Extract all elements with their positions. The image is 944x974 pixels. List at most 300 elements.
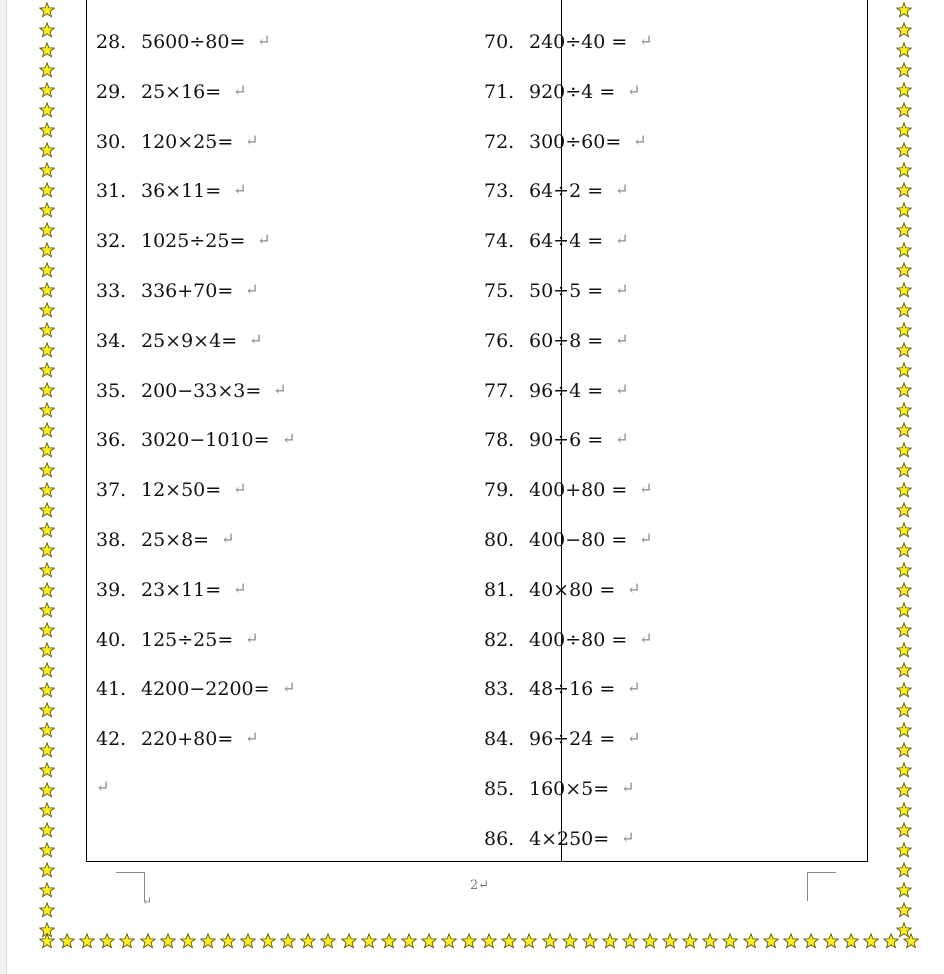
star-icon bbox=[896, 422, 912, 438]
exercise-item bbox=[87, 379, 457, 403]
star-icon bbox=[896, 682, 912, 698]
paragraph-mark: ↵ bbox=[257, 31, 271, 50]
star-icon bbox=[421, 933, 437, 949]
exercise-item bbox=[87, 80, 457, 104]
exercise-table bbox=[86, 0, 868, 862]
item-expression: 4200−2200= bbox=[141, 678, 270, 701]
paragraph-mark: ↵ bbox=[273, 379, 287, 399]
exercise-item bbox=[475, 677, 845, 701]
item-expression: 64÷4 = bbox=[529, 230, 604, 253]
item-expression: 36×11= bbox=[141, 180, 222, 203]
paragraph-mark: ↵ bbox=[615, 429, 629, 449]
star-icon bbox=[896, 482, 912, 498]
star-icon bbox=[300, 933, 316, 949]
star-icon bbox=[896, 542, 912, 558]
star-icon bbox=[896, 142, 912, 158]
star-icon bbox=[896, 322, 912, 338]
exercise-item bbox=[475, 329, 845, 353]
star-icon bbox=[39, 322, 55, 338]
star-icon bbox=[896, 242, 912, 258]
exercise-item bbox=[87, 777, 457, 801]
paragraph-mark: ↵ bbox=[245, 628, 259, 648]
star-icon bbox=[39, 182, 55, 198]
exercise-item bbox=[475, 777, 845, 801]
star-icon bbox=[39, 122, 55, 138]
star-icon bbox=[896, 462, 912, 478]
star-icon bbox=[39, 562, 55, 578]
item-expression: 12×50= bbox=[141, 479, 222, 502]
item-expression: 920÷4 = bbox=[529, 80, 616, 103]
exercise-item bbox=[475, 279, 845, 303]
star-icon bbox=[896, 402, 912, 418]
paragraph-mark: ↵ bbox=[627, 80, 641, 100]
star-icon bbox=[702, 933, 718, 949]
exercise-item bbox=[87, 179, 457, 203]
item-number: 81. bbox=[484, 578, 515, 601]
star-icon bbox=[461, 933, 477, 949]
paragraph-mark-wrap bbox=[621, 130, 646, 155]
item-number: 35. bbox=[96, 379, 127, 402]
star-icon bbox=[783, 933, 799, 949]
star-icon bbox=[501, 933, 517, 949]
item-expression: 25×8= bbox=[141, 529, 210, 551]
star-icon bbox=[39, 482, 55, 498]
star-icon bbox=[39, 642, 55, 658]
star-icon bbox=[662, 933, 678, 949]
paragraph-mark-wrap bbox=[261, 379, 286, 404]
star-icon bbox=[39, 62, 55, 78]
star-icon bbox=[896, 702, 912, 718]
paragraph-mark: ↵ bbox=[257, 230, 271, 250]
star-icon bbox=[642, 933, 658, 949]
star-icon bbox=[39, 422, 55, 438]
paragraph-mark: ↵ bbox=[615, 379, 629, 399]
star-icon bbox=[896, 182, 912, 198]
star-icon bbox=[39, 802, 55, 818]
crop-paragraph-mark: ↵ bbox=[142, 894, 153, 908]
paragraph-mark-wrap bbox=[603, 229, 628, 254]
exercise-item bbox=[475, 379, 845, 403]
item-number: 83. bbox=[484, 678, 515, 701]
item-expression: 200−33×3= bbox=[141, 379, 262, 402]
exercise-item bbox=[475, 130, 845, 154]
item-expression: 40×80 = bbox=[529, 578, 616, 601]
paragraph-mark-wrap bbox=[615, 80, 640, 105]
star-icon bbox=[896, 502, 912, 518]
star-icon bbox=[896, 782, 912, 798]
paragraph-mark-wrap bbox=[609, 777, 634, 802]
star-icon bbox=[896, 302, 912, 318]
star-icon bbox=[896, 522, 912, 538]
star-icon bbox=[39, 82, 55, 98]
star-icon bbox=[220, 933, 236, 949]
exercise-item bbox=[475, 628, 845, 652]
paragraph-mark-wrap bbox=[615, 578, 640, 603]
star-icon bbox=[260, 933, 276, 949]
paragraph-mark-wrap bbox=[221, 578, 246, 603]
star-icon bbox=[481, 933, 497, 949]
item-number: 42. bbox=[96, 728, 127, 751]
star-icon bbox=[39, 162, 55, 178]
item-expression: 300÷60= bbox=[529, 130, 622, 153]
star-icon bbox=[180, 933, 196, 949]
item-number: 40. bbox=[96, 628, 127, 651]
star-icon bbox=[896, 662, 912, 678]
paragraph-mark-wrap bbox=[221, 179, 246, 204]
paragraph-mark-wrap bbox=[603, 179, 628, 204]
star-icon bbox=[99, 933, 115, 949]
exercise-item bbox=[475, 428, 845, 452]
star-icon bbox=[823, 933, 839, 949]
star-icon bbox=[896, 102, 912, 118]
star-icon bbox=[320, 933, 336, 949]
item-expression: 125÷25= bbox=[141, 628, 234, 651]
star-icon bbox=[39, 362, 55, 378]
paragraph-mark: ↵ bbox=[621, 827, 635, 847]
star-icon bbox=[896, 802, 912, 818]
crop-mark-right bbox=[807, 872, 836, 901]
item-number: 76. bbox=[484, 329, 515, 352]
exercise-item bbox=[475, 528, 845, 552]
star-icon bbox=[39, 522, 55, 538]
star-icon bbox=[896, 362, 912, 378]
item-expression: 64÷2 = bbox=[529, 180, 604, 203]
exercise-item bbox=[87, 229, 457, 253]
item-number: 32. bbox=[96, 230, 127, 253]
paragraph-mark-wrap bbox=[627, 628, 652, 653]
exercise-item bbox=[475, 827, 845, 851]
item-expression: 400+80 = bbox=[529, 479, 628, 502]
item-number: 79. bbox=[484, 479, 515, 502]
star-icon bbox=[896, 602, 912, 618]
star-icon bbox=[896, 122, 912, 138]
item-expression: 23×11= bbox=[141, 578, 222, 601]
star-icon bbox=[896, 382, 912, 398]
star-icon bbox=[896, 222, 912, 238]
star-icon bbox=[896, 162, 912, 178]
paragraph-mark: ↵ bbox=[96, 777, 110, 796]
star-icon bbox=[341, 933, 357, 949]
paragraph-mark-wrap bbox=[245, 30, 270, 55]
exercise-item bbox=[87, 329, 457, 353]
exercise-item bbox=[475, 229, 845, 253]
item-number: 70. bbox=[484, 31, 515, 53]
star-icon bbox=[160, 933, 176, 949]
item-number: 75. bbox=[484, 280, 515, 302]
star-icon bbox=[39, 842, 55, 858]
paragraph-mark: ↵ bbox=[221, 529, 235, 548]
star-icon bbox=[602, 933, 618, 949]
item-number: 84. bbox=[484, 728, 515, 751]
exercise-item bbox=[475, 478, 845, 502]
paragraph-mark: ↵ bbox=[233, 80, 247, 100]
paragraph-mark: ↵ bbox=[233, 479, 247, 499]
paragraph-mark-wrap bbox=[221, 80, 246, 105]
star-icon bbox=[521, 933, 537, 949]
paragraph-mark: ↵ bbox=[245, 130, 259, 150]
paragraph-mark-wrap bbox=[270, 428, 295, 453]
item-expression: 3020−1010= bbox=[141, 429, 270, 452]
paragraph-mark-wrap bbox=[627, 478, 652, 503]
star-icon bbox=[763, 933, 779, 949]
paragraph-mark-wrap bbox=[609, 827, 634, 852]
star-icon bbox=[39, 822, 55, 838]
star-icon bbox=[39, 42, 55, 58]
item-expression: 50÷5 = bbox=[529, 280, 604, 302]
item-number: 71. bbox=[484, 80, 515, 103]
star-icon bbox=[39, 382, 55, 398]
star-icon bbox=[39, 442, 55, 458]
item-number: 29. bbox=[96, 80, 127, 103]
paragraph-mark-wrap bbox=[237, 329, 262, 354]
star-icon bbox=[622, 933, 638, 949]
star-icon bbox=[39, 142, 55, 158]
paragraph-mark-wrap bbox=[603, 279, 628, 304]
paragraph-mark: ↵ bbox=[615, 230, 629, 250]
star-icon bbox=[39, 102, 55, 118]
star-icon bbox=[896, 342, 912, 358]
paragraph-mark: ↵ bbox=[639, 479, 653, 499]
paragraph-mark-wrap bbox=[221, 478, 246, 503]
star-icon bbox=[79, 933, 95, 949]
paragraph-mark: ↵ bbox=[615, 180, 629, 200]
star-icon bbox=[39, 22, 55, 38]
star-icon bbox=[39, 302, 55, 318]
star-icon bbox=[896, 2, 912, 18]
exercise-item bbox=[87, 578, 457, 602]
star-icon bbox=[803, 933, 819, 949]
star-icon bbox=[39, 622, 55, 638]
paragraph-mark: ↵ bbox=[245, 728, 259, 748]
star-icon bbox=[381, 933, 397, 949]
star-icon bbox=[39, 782, 55, 798]
paragraph-mark: ↵ bbox=[282, 678, 296, 698]
item-number: 30. bbox=[96, 130, 127, 153]
exercise-item bbox=[475, 30, 845, 54]
paragraph-mark: ↵ bbox=[245, 280, 259, 299]
item-expression: 120×25= bbox=[141, 130, 234, 153]
exercise-item bbox=[87, 628, 457, 652]
paragraph-mark-wrap bbox=[627, 528, 652, 553]
star-icon bbox=[39, 902, 55, 918]
star-icon bbox=[39, 402, 55, 418]
item-number: 28. bbox=[96, 31, 127, 53]
star-icon bbox=[39, 862, 55, 878]
star-icon bbox=[896, 582, 912, 598]
star-icon bbox=[863, 933, 879, 949]
item-expression: 25×16= bbox=[141, 80, 222, 103]
item-expression: 1025÷25= bbox=[141, 230, 246, 253]
paragraph-mark-wrap bbox=[233, 279, 258, 304]
item-number: 86. bbox=[484, 827, 515, 850]
page-number: 2↵ bbox=[470, 878, 490, 893]
paragraph-mark: ↵ bbox=[233, 578, 247, 598]
item-number: 85. bbox=[484, 778, 515, 800]
star-icon bbox=[903, 933, 919, 949]
item-number: 82. bbox=[484, 628, 515, 651]
star-icon bbox=[896, 562, 912, 578]
paragraph-mark: ↵ bbox=[627, 578, 641, 598]
item-number: 39. bbox=[96, 578, 127, 601]
paragraph-mark-wrap bbox=[270, 677, 295, 702]
exercise-item bbox=[87, 528, 457, 552]
star-icon bbox=[896, 202, 912, 218]
paragraph-mark: ↵ bbox=[282, 429, 296, 449]
star-icon bbox=[843, 933, 859, 949]
star-icon bbox=[441, 933, 457, 949]
star-icon bbox=[582, 933, 598, 949]
item-number: 37. bbox=[96, 479, 127, 502]
star-icon bbox=[896, 762, 912, 778]
item-expression: 400−80 = bbox=[529, 529, 628, 551]
star-icon bbox=[562, 933, 578, 949]
paragraph-mark: ↵ bbox=[615, 329, 629, 349]
item-number: 80. bbox=[484, 529, 515, 551]
paragraph-mark: ↵ bbox=[639, 529, 653, 548]
paragraph-mark: ↵ bbox=[639, 31, 653, 50]
star-icon bbox=[896, 62, 912, 78]
exercise-item bbox=[87, 727, 457, 751]
star-icon bbox=[896, 262, 912, 278]
star-icon bbox=[883, 933, 899, 949]
exercise-item bbox=[87, 30, 457, 54]
star-icon bbox=[280, 933, 296, 949]
star-icon bbox=[39, 933, 55, 949]
star-icon bbox=[39, 262, 55, 278]
star-icon bbox=[39, 702, 55, 718]
paragraph-mark-wrap bbox=[603, 379, 628, 404]
paragraph-mark: ↵ bbox=[615, 280, 629, 299]
exercise-item bbox=[475, 80, 845, 104]
paragraph-mark: ↵ bbox=[627, 678, 641, 698]
star-icon bbox=[200, 933, 216, 949]
paragraph-mark-wrap bbox=[627, 30, 652, 55]
star-icon bbox=[39, 222, 55, 238]
star-icon bbox=[896, 842, 912, 858]
star-icon bbox=[39, 682, 55, 698]
item-number: 31. bbox=[96, 180, 127, 203]
paragraph-mark-wrap bbox=[233, 727, 258, 752]
star-icon bbox=[39, 882, 55, 898]
star-icon bbox=[896, 862, 912, 878]
star-icon bbox=[743, 933, 759, 949]
item-expression: 96÷4 = bbox=[529, 379, 604, 402]
star-icon bbox=[39, 602, 55, 618]
paragraph-mark: ↵ bbox=[249, 329, 263, 349]
star-icon bbox=[240, 933, 256, 949]
star-icon bbox=[896, 22, 912, 38]
item-expression: 336+70= bbox=[141, 280, 234, 302]
exercise-item bbox=[87, 478, 457, 502]
exercise-item bbox=[475, 179, 845, 203]
paragraph-mark-wrap bbox=[603, 329, 628, 354]
star-icon bbox=[361, 933, 377, 949]
star-icon bbox=[896, 822, 912, 838]
paragraph-mark: ↵ bbox=[633, 130, 647, 150]
item-number: 36. bbox=[96, 429, 127, 452]
star-icon bbox=[401, 933, 417, 949]
star-icon bbox=[896, 722, 912, 738]
paragraph-mark: ↵ bbox=[233, 180, 247, 200]
paragraph-mark-wrap bbox=[615, 677, 640, 702]
paragraph-mark-wrap bbox=[233, 628, 258, 653]
star-icon bbox=[682, 933, 698, 949]
exercise-item bbox=[87, 677, 457, 701]
star-icon bbox=[39, 742, 55, 758]
star-icon bbox=[140, 933, 156, 949]
item-number: 73. bbox=[484, 180, 515, 203]
star-icon bbox=[896, 442, 912, 458]
item-expression: 60÷8 = bbox=[529, 329, 604, 352]
exercise-item bbox=[87, 279, 457, 303]
item-expression: 240÷40 = bbox=[529, 31, 628, 53]
star-icon bbox=[119, 933, 135, 949]
star-icon bbox=[542, 933, 558, 949]
item-number: 74. bbox=[484, 230, 515, 253]
star-icon bbox=[39, 2, 55, 18]
exercise-item bbox=[475, 578, 845, 602]
crop-mark-left bbox=[116, 872, 145, 901]
item-expression: 96÷24 = bbox=[529, 728, 616, 751]
item-expression: 400÷80 = bbox=[529, 628, 628, 651]
item-number: 33. bbox=[96, 280, 127, 302]
star-icon bbox=[896, 902, 912, 918]
item-expression: 48÷16 = bbox=[529, 678, 616, 701]
star-icon bbox=[896, 82, 912, 98]
star-icon bbox=[896, 282, 912, 298]
exercise-item bbox=[87, 428, 457, 452]
star-icon bbox=[39, 722, 55, 738]
star-icon bbox=[896, 642, 912, 658]
paragraph-mark-wrap bbox=[603, 428, 628, 453]
star-icon bbox=[39, 202, 55, 218]
item-number: 41. bbox=[96, 678, 127, 701]
item-number: 38. bbox=[96, 529, 127, 551]
exercise-item bbox=[87, 130, 457, 154]
exercise-item bbox=[475, 727, 845, 751]
star-icon bbox=[39, 762, 55, 778]
item-expression: 160×5= bbox=[529, 778, 610, 800]
star-icon bbox=[39, 462, 55, 478]
paragraph-mark: ↵ bbox=[639, 628, 653, 648]
star-icon bbox=[39, 242, 55, 258]
star-icon bbox=[39, 542, 55, 558]
item-expression: 4×250= bbox=[529, 827, 610, 850]
item-expression: 220+80= bbox=[141, 728, 234, 751]
star-icon bbox=[896, 622, 912, 638]
star-icon bbox=[39, 502, 55, 518]
item-expression: 5600÷80= bbox=[141, 31, 246, 53]
page-edge bbox=[0, 0, 7, 974]
item-number: 72. bbox=[484, 130, 515, 153]
paragraph-mark-wrap bbox=[245, 229, 270, 254]
star-icon bbox=[39, 282, 55, 298]
item-number: 34. bbox=[96, 329, 127, 352]
star-icon bbox=[39, 342, 55, 358]
paragraph-mark: ↵ bbox=[627, 728, 641, 748]
star-icon bbox=[39, 582, 55, 598]
paragraph-mark: ↵ bbox=[621, 778, 635, 797]
paragraph-mark-wrap bbox=[615, 727, 640, 752]
star-icon bbox=[39, 662, 55, 678]
star-icon bbox=[59, 933, 75, 949]
star-icon bbox=[896, 742, 912, 758]
paragraph-mark-wrap bbox=[209, 528, 234, 553]
item-number: 78. bbox=[484, 429, 515, 452]
star-icon bbox=[722, 933, 738, 949]
star-icon bbox=[896, 42, 912, 58]
item-expression: 25×9×4= bbox=[141, 329, 238, 352]
